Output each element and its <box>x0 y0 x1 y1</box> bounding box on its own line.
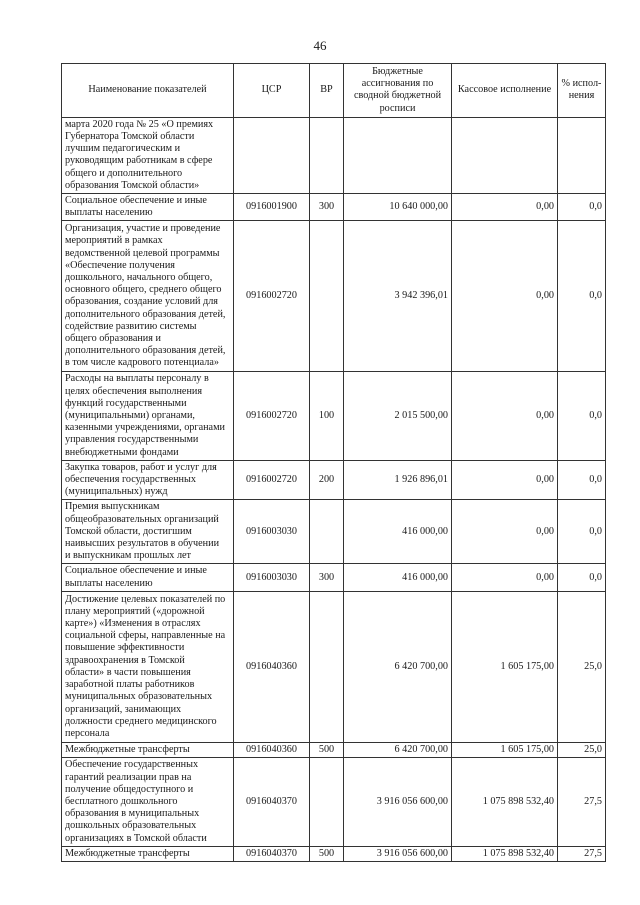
page-number: 46 <box>313 38 327 53</box>
cell-percent: 27,5 <box>558 758 606 847</box>
header-cash: Кассовое исполнение <box>452 64 558 118</box>
cell-vr: 300 <box>310 564 344 591</box>
cell-csr: 0916040370 <box>234 758 310 847</box>
cell-csr: 0916040360 <box>234 742 310 757</box>
cell-percent: 0,0 <box>558 500 606 564</box>
cell-csr: 0916002720 <box>234 460 310 500</box>
cell-cash: 1 605 175,00 <box>452 591 558 742</box>
cell-budget: 3 916 056 600,00 <box>344 847 452 862</box>
header-budget: Бюджетные ассигнования по сводной бюджетной росписи <box>344 64 452 118</box>
cell-name: Организация, участие и проведение мероприятий в рамках ведомственной целевой программы «Обеспечение получения дошкольного, начального общего, основного общего, среднего общего образования, создание условий для дополнительного образования детей, содействие развитию системы общего образования и дополнительного образования детей, в том числе кадрового потенциала» <box>62 221 234 372</box>
table-row <box>62 500 606 564</box>
cell-vr <box>310 117 344 193</box>
cell-name: Достижение целевых показателей по плану мероприятий («дорожной карте») «Изменения в отраслях социальной сферы, направленные на повышение эффективности здравоохранения в Томской области» в части повышения заработной платы работников муниципальных образовательных организаций, занимающих должности среднего медицинского персонала <box>62 591 234 742</box>
cell-budget: 2 015 500,00 <box>344 372 452 460</box>
table-body <box>62 117 606 861</box>
cell-name: Социальное обеспечение и иные выплаты населению <box>62 564 234 591</box>
cell-budget: 416 000,00 <box>344 500 452 564</box>
cell-csr: 0916003030 <box>234 564 310 591</box>
header-name: Наименование показателей <box>62 64 234 118</box>
table-row <box>62 221 606 372</box>
cell-vr <box>310 500 344 564</box>
cell-budget: 3 942 396,01 <box>344 221 452 372</box>
cell-budget: 6 420 700,00 <box>344 591 452 742</box>
cell-cash: 1 075 898 532,40 <box>452 758 558 847</box>
cell-vr: 100 <box>310 372 344 460</box>
cell-name: Премия выпускникам общеобразовательных организаций Томской области, достигшим наивысших результатов в обучении и выпускникам прошлых лет <box>62 500 234 564</box>
cell-percent: 0,0 <box>558 372 606 460</box>
cell-cash: 0,00 <box>452 500 558 564</box>
table-row <box>62 564 606 591</box>
cell-percent: 0,0 <box>558 194 606 221</box>
cell-budget: 10 640 000,00 <box>344 194 452 221</box>
table-row <box>62 758 606 847</box>
cell-budget <box>344 117 452 193</box>
cell-vr: 300 <box>310 194 344 221</box>
cell-cash: 0,00 <box>452 221 558 372</box>
cell-name: Закупка товаров, работ и услуг для обеспечения государственных (муниципальных) нужд <box>62 460 234 500</box>
cell-csr: 0916003030 <box>234 500 310 564</box>
table-row <box>62 460 606 500</box>
header-percent: % испол-нения <box>558 64 606 118</box>
cell-cash: 0,00 <box>452 460 558 500</box>
table-row <box>62 117 606 193</box>
cell-name: Обеспечение государственных гарантий реализации прав на получение общедоступного и бесплатного дошкольного образования в муниципальных дошкольных образовательных организациях в Томской области <box>62 758 234 847</box>
cell-budget: 416 000,00 <box>344 564 452 591</box>
cell-name: Социальное обеспечение и иные выплаты населению <box>62 194 234 221</box>
cell-vr <box>310 758 344 847</box>
cell-csr <box>234 117 310 193</box>
cell-cash: 0,00 <box>452 564 558 591</box>
table-row <box>62 591 606 742</box>
cell-csr: 0916001900 <box>234 194 310 221</box>
cell-name: марта 2020 года № 25 «О премиях Губернатора Томской области лучшим педагогическим и руководящим работникам в сфере общего и дополнительного образования Томской области» <box>62 117 234 193</box>
cell-budget: 1 926 896,01 <box>344 460 452 500</box>
table-header-row <box>62 64 606 118</box>
cell-cash <box>452 117 558 193</box>
table-row <box>62 742 606 757</box>
cell-vr: 200 <box>310 460 344 500</box>
cell-percent: 0,0 <box>558 221 606 372</box>
cell-budget: 3 916 056 600,00 <box>344 758 452 847</box>
cell-name: Межбюджетные трансферты <box>62 742 234 757</box>
cell-csr: 0916040360 <box>234 591 310 742</box>
cell-cash: 1 075 898 532,40 <box>452 847 558 862</box>
cell-csr: 0916040370 <box>234 847 310 862</box>
cell-csr: 0916002720 <box>234 221 310 372</box>
cell-vr <box>310 591 344 742</box>
cell-percent: 25,0 <box>558 591 606 742</box>
cell-vr: 500 <box>310 742 344 757</box>
cell-percent: 25,0 <box>558 742 606 757</box>
budget-table <box>61 63 606 862</box>
table-row <box>62 194 606 221</box>
cell-percent: 0,0 <box>558 564 606 591</box>
cell-percent: 27,5 <box>558 847 606 862</box>
table-row <box>62 372 606 460</box>
cell-name: Расходы на выплаты персоналу в целях обеспечения выполнения функций государственными (муниципальными) органами, казенными учреждениями, органами управления государственными внебюджетными фондами <box>62 372 234 460</box>
cell-name: Межбюджетные трансферты <box>62 847 234 862</box>
cell-budget: 6 420 700,00 <box>344 742 452 757</box>
cell-percent <box>558 117 606 193</box>
cell-cash: 0,00 <box>452 372 558 460</box>
cell-vr <box>310 221 344 372</box>
cell-vr: 500 <box>310 847 344 862</box>
cell-cash: 0,00 <box>452 194 558 221</box>
header-csr: ЦСР <box>234 64 310 118</box>
table-row <box>62 847 606 862</box>
cell-cash: 1 605 175,00 <box>452 742 558 757</box>
cell-csr: 0916002720 <box>234 372 310 460</box>
header-vr: ВР <box>310 64 344 118</box>
cell-percent: 0,0 <box>558 460 606 500</box>
